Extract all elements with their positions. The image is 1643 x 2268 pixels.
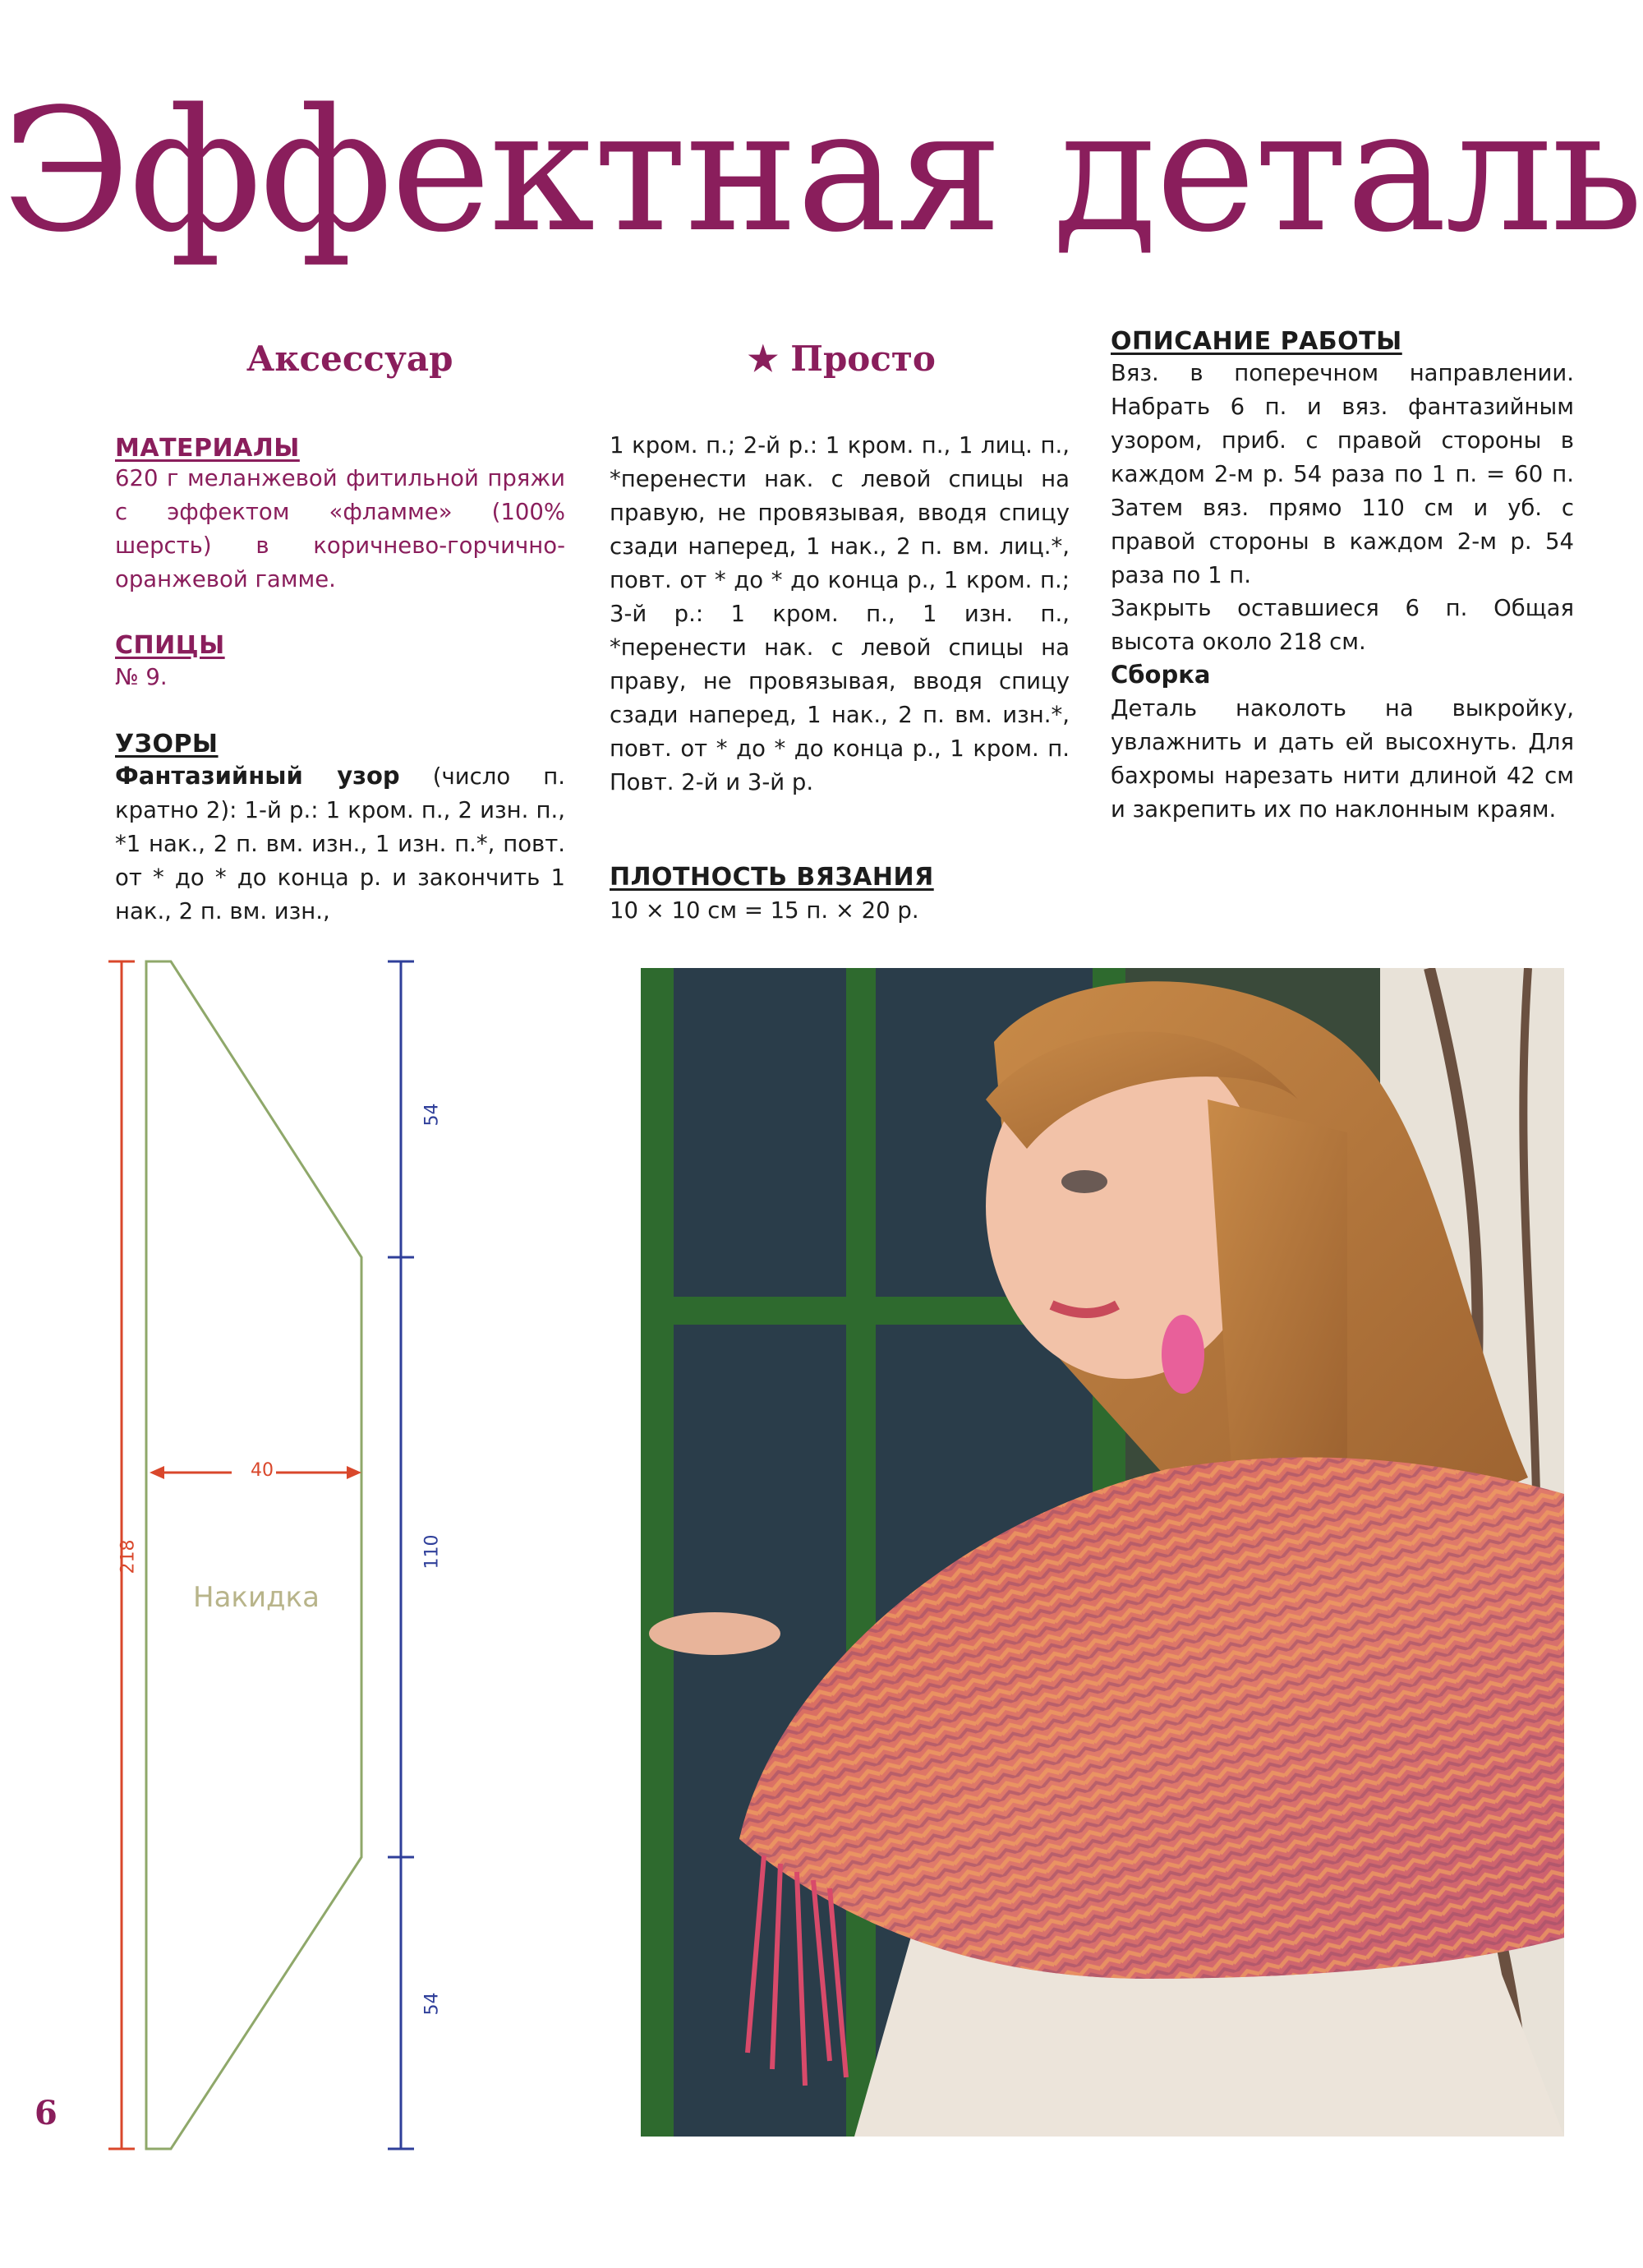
section-dimensions: [388, 961, 414, 2149]
patterns-text-col1: [115, 759, 565, 929]
difficulty-label: [748, 339, 936, 379]
pattern-text-1: (число п. кратно 2): 1-й р.: 1 кром. п., 2 изн. п., *1 нак., 2 п. вм. изн., 1 изн. п.*, повт. от * до * до конца р. и закончить 1 нак., 2 п. вм. изн.,: [115, 763, 565, 924]
needles-text: № 9.: [115, 664, 168, 690]
photo-illustration: [641, 968, 1564, 2137]
needles-heading: СПИЦЫ: [115, 631, 225, 660]
pattern-name: Фантазийный узор: [115, 762, 400, 790]
total-height-label: 218: [117, 1539, 139, 1574]
work-description-text-2: Закрыть оставшиеся 6 п. Общая высота около 218 см.: [1111, 595, 1574, 655]
top-section-label: 54: [421, 1103, 443, 1127]
piece-label: Накидка: [193, 1581, 320, 1614]
difficulty-text: Просто: [790, 339, 936, 379]
assembly-heading: Сборка: [1111, 661, 1211, 689]
materials-text: 620 г меланжевой фитильной пряжи с эффектом «фламме» (100% шерсть) в коричнево-горчично-оранжевой гамме.: [115, 465, 565, 592]
patterns-heading: УЗОРЫ: [115, 730, 219, 758]
shawl-schematic: [90, 945, 452, 2161]
page-title: Эффектная деталь: [1, 72, 1642, 270]
bottom-section-label: 54: [421, 1992, 443, 2016]
work-description-heading: ОПИСАНИЕ РАБОТЫ: [1111, 327, 1402, 356]
shawl-outline: [146, 961, 361, 2149]
materials-heading: МАТЕРИАЛЫ: [115, 434, 300, 463]
assembly-text: Деталь наколоть на выкройку, увлажнить и дать ей высохнуть. Для бахромы нарезать нити длиной 42 см и закрепить их по наклонным краям.: [1111, 695, 1574, 823]
model-photo: [641, 968, 1564, 2137]
width-label: 40: [251, 1460, 274, 1481]
category-label: Аксессуар: [246, 339, 453, 379]
gauge-text: 10 × 10 см = 15 п. × 20 р.: [610, 897, 919, 924]
page-number: 6: [35, 2094, 58, 2132]
gauge-heading: ПЛОТНОСТЬ ВЯЗАНИЯ: [610, 863, 934, 892]
middle-section-label: 110: [421, 1534, 443, 1570]
work-description-text: Вяз. в поперечном направлении. Набрать 6 п. и вяз. фантазийным узором, приб. с правой стороны в каждом 2-м р. 54 раза по 1 п. = 60 п. Затем вяз. прямо 110 см и уб. с правой стороны в каждом 2-м р. 54 раза по 1 п.: [1111, 360, 1574, 588]
patterns-text-col2: 1 кром. п.; 2-й р.: 1 кром. п., 1 лиц. п., *перенести нак. с левой спицы на правую, не провязывая, вводя спицу сзади наперед, 1 нак., 2 п. вм. лиц.*, повт. от * до * до конца р., 1 кром. п.; 3-й р.: 1 кром. п., 1 изн. п., *перенести нак. с левой спицы на праву, не провязывая, вводя спицу сзади наперед, 1 нак., 2 п. вм. изн.*, повт. от * до * до конца р., 1 кром. п. Повт. 2-й и 3-й р.: [610, 432, 1070, 795]
star-icon: ★: [748, 339, 779, 379]
